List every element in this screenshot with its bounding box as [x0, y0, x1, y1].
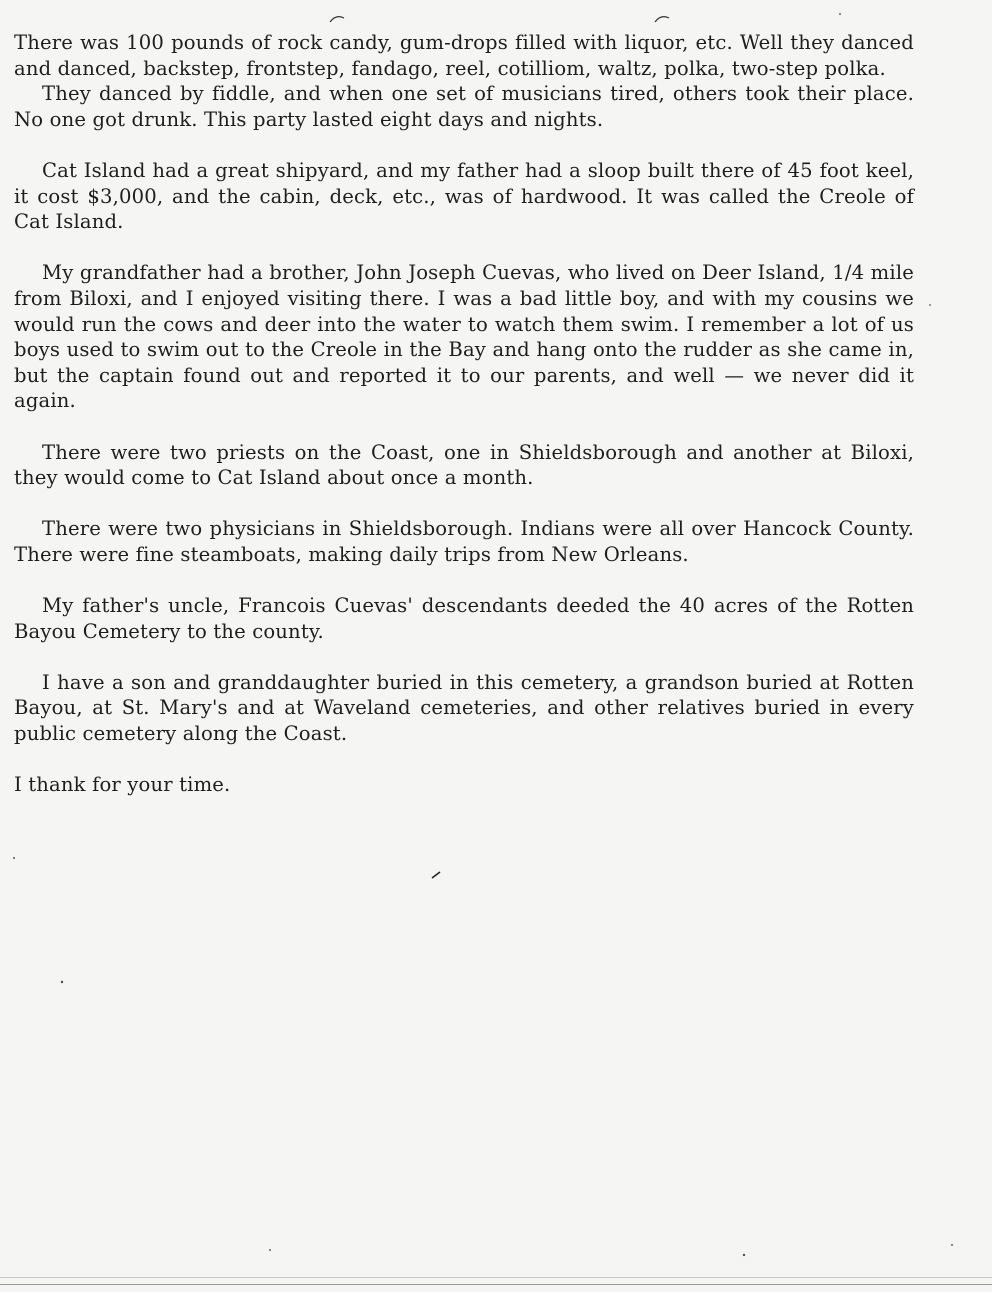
scan-speck [61, 981, 63, 983]
paragraph-fiddle-dancing: They danced by fiddle, and when one set of musicians tired, others took their place. No one got drunk. This party lasted eight days and nights. [14, 82, 914, 131]
scan-speck [269, 1249, 271, 1251]
paragraph-buried-relatives: I have a son and granddaughter buried in this cemetery, a grandson buried at Rotten Bayou, at St. Mary's and at Waveland cemeteries, and other relatives buried in every public cemetery along the Coast. [14, 670, 914, 746]
scan-speck [929, 304, 931, 306]
scan-speck [13, 857, 15, 859]
scan-speck [839, 13, 841, 15]
paragraph-party-candy: There was 100 pounds of rock candy, gum-drops filled with liquor, etc. Well they danced and danced, backstep, frontstep, fandago, reel, cotilliom, waltz, polka, two-step polka. [14, 31, 914, 80]
scan-speck [951, 1244, 953, 1246]
paragraph-shipyard: Cat Island had a great shipyard, and my father had a sloop built there of 45 foot keel, it cost $3,000, and the cabin, deck, etc., was of hardwood. It was called the Creole of Cat Island. [14, 158, 914, 234]
scan-speck-middle [432, 872, 440, 878]
paragraph-priests: There were two priests on the Coast, one in Shieldsborough and another at Biloxi, they would come to Cat Island about once a month. [14, 440, 914, 490]
scan-mark-top-right [655, 17, 669, 22]
paragraph-cemetery-deed: My father's uncle, Francois Cuevas' descendants deeded the 40 acres of the Rotten Bayou Cemetery to the county. [14, 594, 914, 643]
scan-mark-top-left [330, 17, 344, 22]
paragraph-physicians: There were two physicians in Shieldsborough. Indians were all over Hancock County. There were fine steamboats, making daily trips from New Orleans. [14, 517, 914, 566]
paragraph-closing: I thank for your time. [14, 773, 231, 797]
page-bottom-edge [0, 1284, 992, 1285]
paragraph-grandfather-brother: My grandfather had a brother, John Joseph Cuevas, who lived on Deer Island, 1/4 mile from Biloxi, and I enjoyed visiting there. I was a bad little boy, and with my cousins we would run the cows and deer into the water to watch them swim. I remember a lot of us boys used to swim out to the Creole in the Bay and hang onto the rudder as she came in, but the captain found out and reported it to our parents, and well — we never did it again. [14, 261, 914, 413]
scan-speck [743, 1254, 745, 1256]
scan-edge-line [0, 1277, 992, 1278]
